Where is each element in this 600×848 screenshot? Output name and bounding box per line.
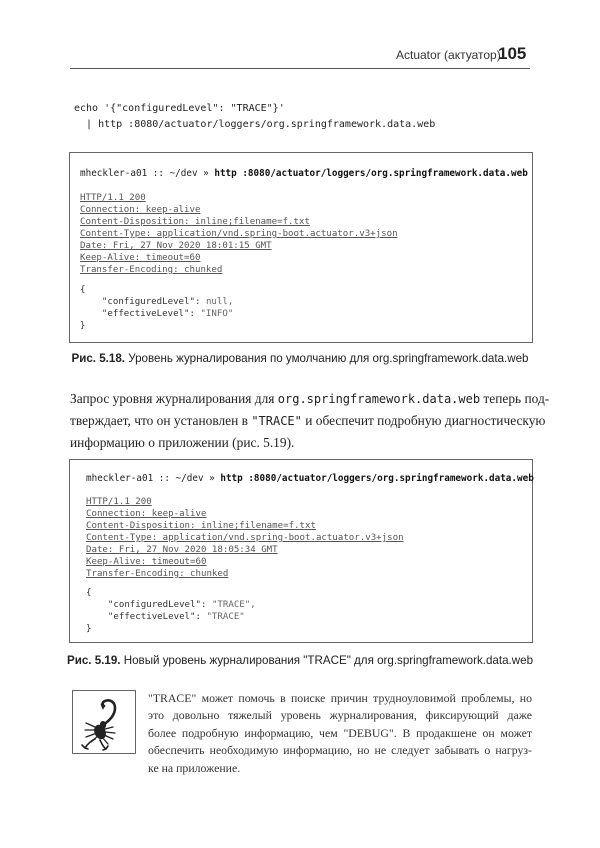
figure-caption-5-19 — [0, 654, 600, 667]
warning-note — [148, 690, 532, 777]
json-open-brace: { — [86, 588, 92, 598]
json-key: "effectiveLevel": — [86, 612, 207, 622]
json-line — [86, 612, 245, 622]
terminal-figure-5-18 — [69, 152, 533, 343]
response-header: Connection: keep-alive — [80, 205, 201, 215]
response-header: Transfer-Encoding: chunked — [86, 569, 229, 579]
response-header: Content-Type: application/vnd.spring-boot.actuator.v3+json — [80, 229, 398, 239]
header-divider — [70, 68, 530, 69]
paragraph-line: Запрос уровня журналирования для org.springframework.data.web теперь под- — [70, 391, 550, 406]
code-block — [74, 101, 435, 133]
json-value: null, — [205, 297, 234, 307]
inline-code: org.springframework.data.web — [277, 392, 481, 406]
note-line: более подробную информацию, чем "DEBUG". В продакшене он может — [148, 725, 532, 740]
response-header: Date: Fri, 27 Nov 2020 18:01:15 GMT — [80, 241, 272, 251]
caption-label: Рис. 5.18. — [71, 352, 126, 365]
inline-code: "TRACE" — [251, 414, 302, 428]
code-line: | http :8080/actuator/loggers/org.springframework.data.web — [74, 119, 436, 130]
json-value: "TRACE" — [206, 612, 245, 622]
response-header: Content-Disposition: inline;filename=f.txt — [80, 217, 310, 227]
note-line: обеспечить необходимую информацию, но не следует забывать о нагруз- — [148, 743, 532, 758]
response-header: Keep-Alive: timeout=60 — [80, 253, 201, 263]
terminal-prompt — [80, 168, 528, 179]
response-header: Content-Disposition: inline;filename=f.txt — [86, 521, 316, 531]
code-line: echo '{"configuredLevel": "TRACE"}' — [74, 103, 285, 114]
json-open-brace: { — [80, 285, 86, 295]
note-line: "TRACE" может помочь в поиске причин трудноуловимой проблемы, но — [148, 691, 532, 705]
json-value: "INFO" — [200, 309, 234, 319]
response-header: HTTP/1.1 200 — [86, 497, 152, 507]
caption-text: Новый уровень журналирования "TRACE" для org.springframework.data.web — [120, 654, 534, 667]
terminal-figure-5-19 — [69, 459, 533, 643]
json-close-brace: } — [86, 624, 92, 634]
figure-caption-5-18 — [0, 352, 600, 365]
prompt-host: mheckler-a01 :: ~/dev » — [86, 473, 221, 484]
response-header: Content-Type: application/vnd.spring-boot.actuator.v3+json — [86, 533, 404, 543]
json-line — [80, 309, 233, 319]
json-key: "effectiveLevel": — [80, 309, 201, 319]
json-key: "configuredLevel": — [80, 297, 206, 307]
response-header: Connection: keep-alive — [86, 509, 207, 519]
response-header: Keep-Alive: timeout=60 — [86, 557, 207, 567]
json-close-brace: } — [80, 321, 86, 331]
prompt-command: http :8080/actuator/loggers/org.springframework.data.web — [214, 168, 528, 179]
prompt-host: mheckler-a01 :: ~/dev » — [80, 168, 215, 179]
terminal-prompt — [86, 473, 534, 484]
body-paragraph — [70, 388, 550, 453]
caption-text: Уровень журналирования по умолчанию для org.springframework.data.web — [125, 352, 529, 365]
running-title: Actuator (актуатор) — [396, 48, 501, 62]
page-number: 105 — [498, 44, 527, 63]
json-key: "configuredLevel": — [86, 600, 212, 610]
prompt-command: http :8080/actuator/loggers/org.springframework.data.web — [220, 473, 534, 484]
note-line: ке на приложение. — [148, 760, 241, 775]
response-header: Transfer-Encoding: chunked — [80, 265, 223, 275]
paragraph-line: информацию о приложении (рис. 5.19). — [70, 435, 295, 450]
response-header: HTTP/1.1 200 — [80, 193, 146, 203]
json-line — [86, 600, 256, 610]
response-header: Date: Fri, 27 Nov 2020 18:05:34 GMT — [86, 545, 278, 555]
note-line: это довольно тяжелый уровень журналирования, фиксирующий даже — [148, 708, 532, 723]
json-value: "TRACE", — [211, 600, 256, 610]
caption-label: Рис. 5.19. — [66, 654, 121, 667]
json-line — [80, 297, 233, 307]
paragraph-line: тверждает, что он установлен в "TRACE" и обеспечит подробную диагностическую — [70, 413, 546, 428]
scorpion-icon — [72, 690, 136, 754]
